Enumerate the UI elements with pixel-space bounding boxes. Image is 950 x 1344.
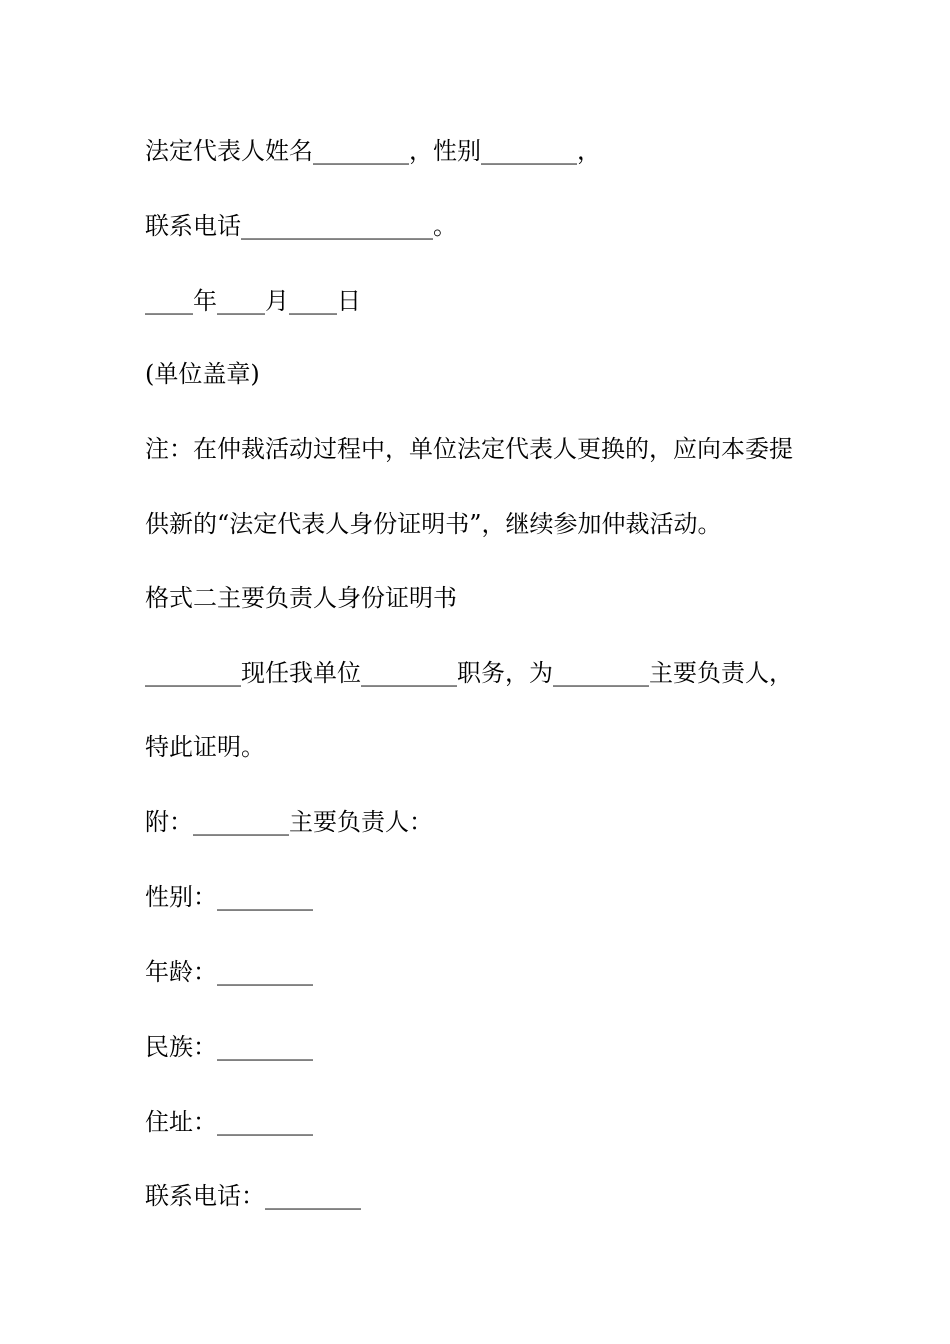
contact-phone-line: 联系电话________________。 [145,212,457,240]
contact-phone-field-line: 联系电话：________ [145,1182,361,1210]
note-line-1: 注：在仲裁活动过程中，单位法定代表人更换的，应向本委提 [145,435,793,463]
certify-line: 特此证明。 [145,733,265,761]
note-line-2: 供新的“法定代表人身份证明书”，继续参加仲裁活动。 [145,510,722,538]
attachment-principal-line: 附：________主要负责人： [145,808,433,836]
unit-seal-line: (单位盖章) [145,360,260,388]
address-field-line: 住址：________ [145,1108,313,1136]
gender-field-line: 性别：________ [145,883,313,911]
ethnicity-field-line: 民族：________ [145,1033,313,1061]
legal-rep-name-gender-line: 法定代表人姓名________，性别________， [145,137,601,165]
age-field-line: 年龄：________ [145,958,313,986]
principal-position-line: ________现任我单位________职务，为________主要负责人， [145,659,793,687]
format-two-title: 格式二主要负责人身份证明书 [145,584,457,612]
date-line: ____年____月____日 [145,287,361,315]
